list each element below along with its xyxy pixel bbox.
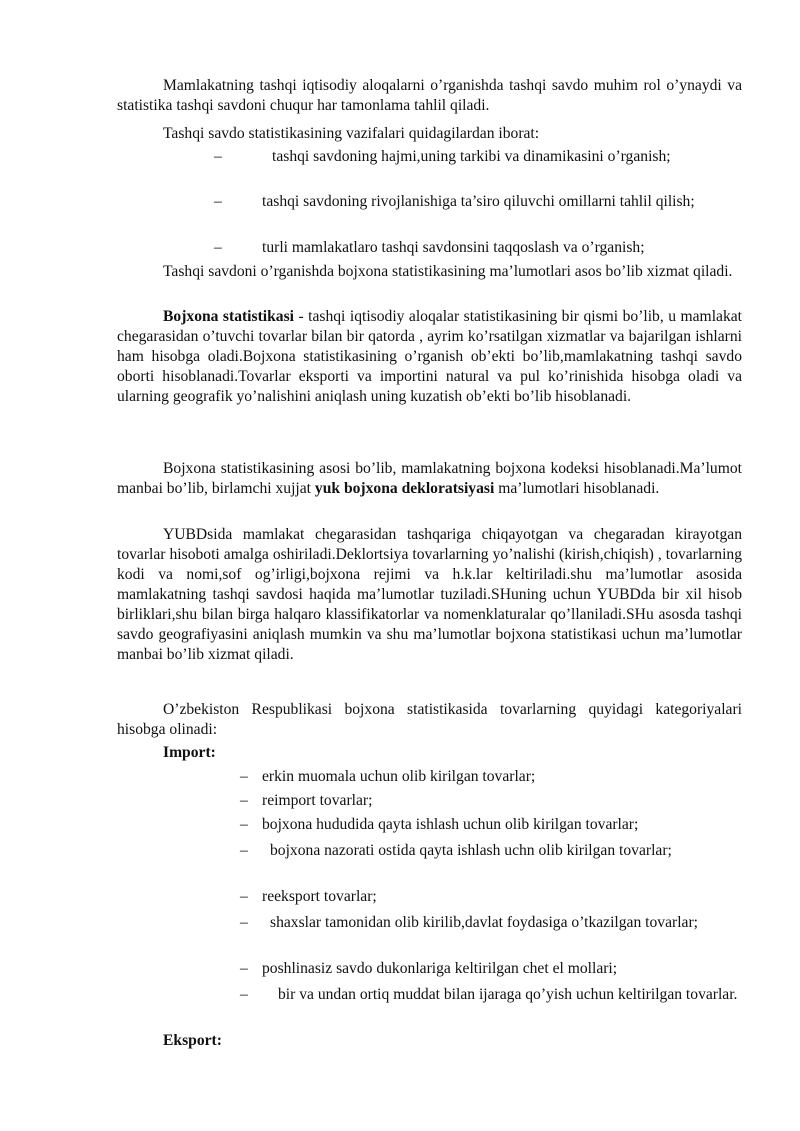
import-item xyxy=(211,985,742,1005)
intro-paragraph: Mamlakatning tashqi iqtisodiy aloqalarni o’rganishda tashqi savdo muhim rol o’ynaydi va statistika tashqi savdoni chuqur har tamonlama tahlil qiladi. xyxy=(117,77,742,114)
import-item xyxy=(211,913,742,933)
customs-source-paragraph: Tashqi savdoni o’rganishda bojxona statistikasining ma’lumotlari asos bo’lib xizmat qiladi. xyxy=(163,263,733,280)
task-item-text: tashqi savdoning hajmi,uning tarkibi va dinamikasini o’rganish; xyxy=(272,148,671,165)
task-item xyxy=(214,192,742,212)
dash-marker: – xyxy=(240,914,248,931)
customs-basis-paragraph xyxy=(117,459,742,499)
dash-marker: – xyxy=(214,148,222,165)
task-item-text: tashqi savdoning rivojlanishiga ta’siro qiluvchi omillarni tahlil qilish; xyxy=(262,193,695,210)
customs-definition-paragraph xyxy=(117,307,742,407)
dash-marker: – xyxy=(240,816,248,833)
definition-text: - tashqi iqtisodiy aloqalar statistikasining bir qismi bo’lib, u mamlakat chegarasidan o’tuvchi tovarlar bilan bir qatorda , ayrim ko’rsatilgan xizmatlar va bajarilgan ishlarni ham hisobga oladi.Bojxona statistikasining o’rganish ob’ekti bo’lib,mamlakatning tashqi savdo oborti hisoblanadi.Tovarlar eksporti va importini natural va pul ko’rinishida hisobga oladi va ularning geografik yo’nalishini aniqlash uning kuzatish ob’ekti bo’lib hisoblanadi. xyxy=(117,308,742,405)
import-item xyxy=(211,791,742,811)
import-item-text: erkin muomala uchun olib kirilgan tovarlar; xyxy=(262,768,536,785)
task-item-text: turli mamlakatlaro tashqi savdonsini taqqoslash va o’rganish; xyxy=(262,239,645,256)
declaration-term-bold: yuk bojxona dekloratsiyasi xyxy=(314,480,495,497)
dash-marker: – xyxy=(240,986,248,1003)
dash-marker: – xyxy=(240,792,248,809)
tasks-intro-paragraph: Tashqi savdo statistikasining vazifalari quidagilardan iborat: xyxy=(163,125,540,142)
import-heading: Import: xyxy=(163,744,216,761)
basis-text-end: ma’lumotlari hisoblanadi. xyxy=(494,480,660,497)
import-item-text: poshlinasiz savdo dukonlariga keltirilgan chet el mollari; xyxy=(262,960,618,977)
dash-marker: – xyxy=(240,888,248,905)
import-item xyxy=(211,959,742,979)
task-item xyxy=(214,238,742,258)
import-item-text: bojxona nazorati ostida qayta ishlash uchn olib kirilgan tovarlar; xyxy=(270,842,672,859)
declaration-paragraph: YUBDsida mamlakat chegarasidan tashqariga chiqayotgan va chegaradan kirayotgan tovarlar hisoboti amalga oshiriladi.Deklortsiya tovarlarning yo’nalishi (kirish,chiqish) , tovarlarning kodi va nomi,sof og’irligi,bojxona rejimi va h.k.lar keltiriladi.shu ma’lumotlar asosida mamlakatning tashqi savdosi haqida ma’lumotlar tuziladi.SHuning uchun YUBDda bir xil hisob birliklari,shu bilan birga halqaro klassifikatorlar va nomenklaturalar qo’llaniladi.SHu asosda tashqi savdo geografiyasini aniqlash mumkin va shu ma’lumotlar bojxona statistikasi uchun ma’lumotlar manbai bo’lib xizmat qiladi. xyxy=(117,526,742,663)
dash-marker: – xyxy=(214,193,222,210)
basis-text: Bojxona statistikasining asosi bo’lib, mamlakatning bojxona kodeksi hisoblanadi.Ma’lumot manbai bo’lib, birlamchi xujjat xyxy=(117,460,742,497)
dash-marker: – xyxy=(214,239,222,256)
import-item xyxy=(211,815,742,835)
import-item-text: bir va undan ortiq muddat bilan ijaraga qo’yish uchun keltirilgan tovarlar. xyxy=(278,986,738,1003)
term-bold: Bojxona statistikasi xyxy=(163,308,294,325)
import-item-text: bojxona hududida qayta ishlash uchun olib kirilgan tovarlar; xyxy=(262,816,639,833)
import-item-text: reimport tovarlar; xyxy=(262,792,373,809)
export-heading: Eksport: xyxy=(163,1032,222,1049)
categories-paragraph: O’zbekiston Respublikasi bojxona statistikasida tovarlarning quyidagi kategoriyalari hisobga olinadi: xyxy=(117,701,742,738)
import-item-text: shaxslar tamonidan olib kirilib,davlat foydasiga o’tkazilgan tovarlar; xyxy=(270,914,698,931)
import-item xyxy=(211,887,742,907)
dash-marker: – xyxy=(240,768,248,785)
import-item xyxy=(211,841,742,861)
task-item xyxy=(214,147,742,167)
dash-marker: – xyxy=(240,960,248,977)
import-item xyxy=(211,767,742,787)
dash-marker: – xyxy=(240,842,248,859)
import-item-text: reeksport tovarlar; xyxy=(262,888,377,905)
